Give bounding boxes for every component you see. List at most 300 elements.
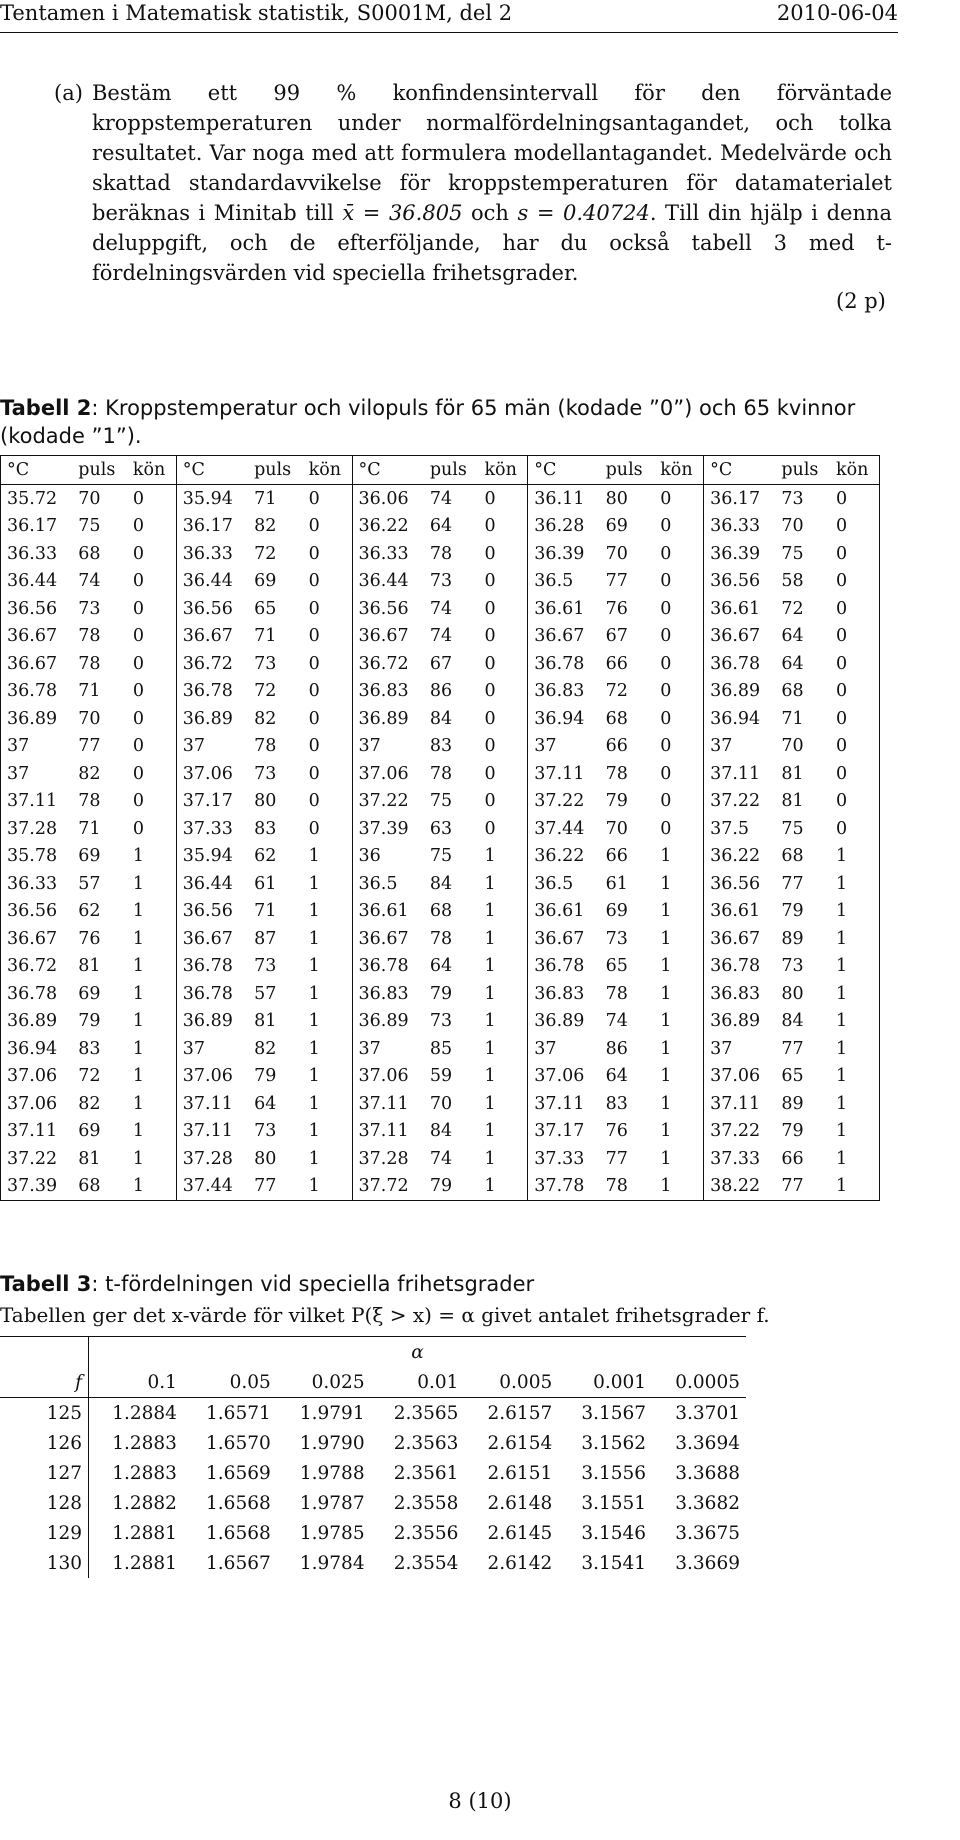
table-cell: 0 bbox=[132, 516, 145, 537]
table-cell: 79 bbox=[429, 983, 453, 1004]
table-cell: 73 bbox=[429, 1011, 453, 1032]
task-points: (2 p) bbox=[836, 289, 886, 313]
table-cell: 0 bbox=[308, 543, 320, 564]
page-header bbox=[0, 0, 898, 30]
table-row bbox=[1, 1145, 880, 1173]
table-cell: 36.67 bbox=[7, 626, 58, 647]
table-cell: 0 bbox=[308, 626, 320, 647]
table-cell: 71 bbox=[254, 901, 277, 922]
table-cell: 1 bbox=[835, 873, 848, 894]
table-cell: 0 bbox=[835, 571, 848, 592]
table-cell: 64 bbox=[781, 653, 804, 674]
table-cell: 1 bbox=[484, 1093, 496, 1114]
table-cell: 72 bbox=[78, 1066, 101, 1087]
table-cell: 78 bbox=[429, 543, 453, 564]
table-cell: 79 bbox=[429, 1176, 453, 1197]
t-value-cell: 2.6148 bbox=[487, 1492, 553, 1514]
table-cell: 37.06 bbox=[704, 1063, 776, 1091]
table-cell: 36.89 bbox=[176, 705, 248, 733]
table-cell: 77 bbox=[605, 1148, 628, 1169]
table-cell: 37.22 bbox=[7, 1148, 58, 1169]
table-cell: 75 bbox=[781, 818, 804, 839]
alpha-value: 0.001 bbox=[558, 1367, 652, 1398]
table-cell: 36.22 bbox=[352, 513, 424, 541]
table-cell: 83 bbox=[429, 736, 453, 757]
table-cell: 78 bbox=[78, 626, 101, 647]
table-cell: 36.56 bbox=[704, 870, 776, 898]
table-cell: 1 bbox=[660, 956, 672, 977]
t-value-cell: 3.3669 bbox=[675, 1552, 740, 1574]
table3-caption-text: : t-fördelningen vid speciella frihetsgrader bbox=[91, 1272, 535, 1296]
table-cell: 1 bbox=[484, 1176, 496, 1197]
table-cell: 36.89 bbox=[528, 1008, 600, 1036]
table-cell: 78 bbox=[78, 653, 101, 674]
table-row bbox=[1, 650, 880, 678]
table-cell: 36.78 bbox=[7, 681, 58, 702]
table-cell: 0 bbox=[484, 708, 496, 729]
t-value-cell: 3.3694 bbox=[675, 1432, 740, 1454]
table-cell: 65 bbox=[254, 598, 277, 619]
table-cell: 0 bbox=[660, 516, 672, 537]
table-cell: 36.5 bbox=[352, 870, 424, 898]
t-value-cell: 2.3561 bbox=[393, 1462, 459, 1484]
table-cell: 78 bbox=[254, 736, 277, 757]
table-cell: 36 bbox=[352, 843, 424, 871]
table-cell: 0 bbox=[835, 516, 848, 537]
table-cell: 61 bbox=[605, 873, 628, 894]
table-cell: 81 bbox=[781, 763, 804, 784]
table-cell: 87 bbox=[254, 928, 277, 949]
table-cell: 0 bbox=[484, 626, 496, 647]
table-cell: 36.56 bbox=[352, 595, 424, 623]
table-cell: 1 bbox=[835, 1011, 848, 1032]
table-cell: 36.67 bbox=[528, 925, 600, 953]
table-cell: 68 bbox=[781, 681, 804, 702]
table-cell: 0 bbox=[132, 708, 145, 729]
table-cell: 0 bbox=[660, 598, 672, 619]
table-cell: 61 bbox=[254, 873, 277, 894]
table-cell: 0 bbox=[484, 681, 496, 702]
task-text bbox=[92, 78, 892, 288]
table-cell: 1 bbox=[835, 1121, 848, 1142]
table-row bbox=[1, 843, 880, 871]
table-cell: 37.44 bbox=[176, 1173, 248, 1201]
table-cell: 80 bbox=[254, 1148, 277, 1169]
table2-body bbox=[1, 485, 880, 1201]
table-cell: 64 bbox=[429, 516, 453, 537]
table-cell: 0 bbox=[484, 598, 496, 619]
table-cell: 36.94 bbox=[704, 705, 776, 733]
table-cell: 37.39 bbox=[352, 815, 424, 843]
table-cell: 37.33 bbox=[704, 1145, 776, 1173]
t-value-cell: 1.2883 bbox=[112, 1462, 177, 1484]
table2 bbox=[0, 455, 880, 1201]
table-cell: 37.11 bbox=[176, 1118, 248, 1146]
table-cell: 78 bbox=[429, 763, 453, 784]
table2-header-cell: kön bbox=[303, 456, 352, 485]
table-cell: 1 bbox=[835, 1093, 848, 1114]
table-cell: 36.78 bbox=[704, 953, 776, 981]
table-cell: 59 bbox=[429, 1066, 453, 1087]
table-cell: 0 bbox=[835, 763, 848, 784]
alpha-value: 0.05 bbox=[183, 1367, 277, 1398]
table-cell: 36.78 bbox=[7, 983, 58, 1004]
table-cell: 83 bbox=[254, 818, 277, 839]
table-cell: 0 bbox=[835, 681, 848, 702]
table-cell: 0 bbox=[132, 818, 145, 839]
table-cell: 66 bbox=[605, 846, 628, 867]
table-cell: 72 bbox=[254, 543, 277, 564]
table2-header-cell: °C bbox=[528, 456, 600, 485]
table-cell: 69 bbox=[78, 846, 101, 867]
table-cell: 37.17 bbox=[528, 1118, 600, 1146]
table-cell: 67 bbox=[605, 626, 628, 647]
table-cell: 1 bbox=[132, 1066, 145, 1087]
table-cell: 86 bbox=[429, 681, 453, 702]
table-cell: 37.06 bbox=[352, 760, 424, 788]
table-cell: 67 bbox=[429, 653, 453, 674]
table-cell: 72 bbox=[254, 681, 277, 702]
table-cell: 73 bbox=[605, 928, 628, 949]
table-row bbox=[1, 953, 880, 981]
table-cell: 36.94 bbox=[528, 705, 600, 733]
table-cell: 37.11 bbox=[352, 1118, 424, 1146]
table-cell: 75 bbox=[429, 791, 453, 812]
table-cell: 37.22 bbox=[704, 1118, 776, 1146]
table-cell: 78 bbox=[605, 983, 628, 1004]
table-cell: 37.39 bbox=[7, 1176, 58, 1197]
table-cell: 36.83 bbox=[704, 980, 776, 1008]
table-cell: 36.11 bbox=[528, 485, 600, 513]
table-cell: 35.78 bbox=[7, 846, 58, 867]
t-value-cell: 3.3682 bbox=[675, 1492, 740, 1514]
table-row bbox=[0, 1488, 746, 1518]
table-cell: 69 bbox=[78, 983, 101, 1004]
table-cell: 1 bbox=[660, 1121, 672, 1142]
table-cell: 36.67 bbox=[528, 623, 600, 651]
task-label: (a) bbox=[54, 81, 83, 105]
table-cell: 73 bbox=[781, 488, 804, 509]
table-cell: 0 bbox=[835, 818, 848, 839]
table-cell: 37.11 bbox=[528, 1090, 600, 1118]
table2-header-cell: °C bbox=[176, 456, 248, 485]
table-cell: 36.89 bbox=[704, 678, 776, 706]
table-cell: 36.44 bbox=[352, 568, 424, 596]
table-cell: 37.06 bbox=[352, 1063, 424, 1091]
table-cell: 77 bbox=[781, 873, 804, 894]
table-cell: 76 bbox=[605, 1121, 628, 1142]
t-value-cell: 1.9785 bbox=[299, 1522, 365, 1544]
table-cell: 0 bbox=[835, 653, 848, 674]
table-cell: 36.56 bbox=[704, 568, 776, 596]
table-cell: 0 bbox=[484, 488, 496, 509]
table-cell: 84 bbox=[429, 873, 453, 894]
t-value-cell: 2.6142 bbox=[487, 1552, 553, 1574]
table-cell: 82 bbox=[254, 516, 277, 537]
table-cell: 70 bbox=[605, 818, 628, 839]
table-cell: 0 bbox=[484, 791, 496, 812]
table-cell: 1 bbox=[484, 873, 496, 894]
table-row bbox=[1, 733, 880, 761]
t-value-cell: 2.6154 bbox=[487, 1432, 553, 1454]
table-cell: 36.94 bbox=[7, 1038, 58, 1059]
table-cell: 35.72 bbox=[7, 488, 58, 509]
table-row bbox=[1, 623, 880, 651]
table-cell: 37.06 bbox=[176, 1063, 248, 1091]
table-cell: 0 bbox=[660, 763, 672, 784]
table-cell: 0 bbox=[132, 598, 145, 619]
table-cell: 0 bbox=[835, 626, 848, 647]
table-cell: 38.22 bbox=[704, 1173, 776, 1201]
table-cell: 70 bbox=[781, 516, 804, 537]
table-cell: 66 bbox=[781, 1148, 804, 1169]
table-cell: 1 bbox=[308, 1176, 320, 1197]
table-cell: 36.78 bbox=[528, 953, 600, 981]
table-row bbox=[1, 485, 880, 513]
table-cell: 36.89 bbox=[7, 708, 58, 729]
t-value-cell: 2.3554 bbox=[393, 1552, 459, 1574]
table-cell: 37 bbox=[7, 763, 30, 784]
table-cell: 0 bbox=[308, 708, 320, 729]
table-cell: 1 bbox=[835, 901, 848, 922]
table-cell: 72 bbox=[781, 598, 804, 619]
table-cell: 36.83 bbox=[352, 980, 424, 1008]
table-cell: 1 bbox=[132, 1093, 145, 1114]
table-cell: 37.28 bbox=[176, 1145, 248, 1173]
table-cell: 1 bbox=[835, 956, 848, 977]
table-cell: 0 bbox=[308, 818, 320, 839]
table-cell: 0 bbox=[132, 571, 145, 592]
table-cell: 35.94 bbox=[176, 485, 248, 513]
table-cell: 63 bbox=[429, 818, 453, 839]
table-cell: 36.17 bbox=[7, 516, 58, 537]
table-row bbox=[0, 1458, 746, 1488]
df-cell: 130 bbox=[0, 1548, 89, 1578]
table-cell: 36.56 bbox=[176, 898, 248, 926]
table-cell: 75 bbox=[429, 846, 453, 867]
table-cell: 64 bbox=[429, 956, 453, 977]
table-cell: 89 bbox=[781, 1093, 804, 1114]
table-cell: 81 bbox=[78, 1148, 101, 1169]
table-cell: 0 bbox=[835, 598, 848, 619]
t-value-cell: 1.9790 bbox=[299, 1432, 365, 1454]
table-cell: 74 bbox=[429, 1148, 453, 1169]
table-cell: 0 bbox=[308, 791, 320, 812]
table-row bbox=[1, 1173, 880, 1201]
table-cell: 73 bbox=[254, 653, 277, 674]
table-cell: 66 bbox=[605, 736, 628, 757]
table-cell: 1 bbox=[308, 1038, 320, 1059]
table-cell: 1 bbox=[132, 1148, 145, 1169]
table-cell: 82 bbox=[78, 763, 101, 784]
t-value-cell: 2.6145 bbox=[487, 1522, 553, 1544]
table-row bbox=[1, 705, 880, 733]
table-cell: 62 bbox=[78, 901, 101, 922]
df-cell: 125 bbox=[0, 1398, 89, 1429]
table-cell: 73 bbox=[254, 1121, 277, 1142]
table-cell: 36.33 bbox=[704, 513, 776, 541]
table-cell: 1 bbox=[835, 1066, 848, 1087]
table-cell: 74 bbox=[78, 571, 101, 592]
table-cell: 36.89 bbox=[704, 1008, 776, 1036]
table-cell: 36.61 bbox=[352, 898, 424, 926]
table-cell: 0 bbox=[308, 653, 320, 674]
table-cell: 68 bbox=[78, 543, 101, 564]
table-cell: 1 bbox=[484, 928, 496, 949]
table-row bbox=[1, 1090, 880, 1118]
table-cell: 37.17 bbox=[176, 788, 248, 816]
table-cell: 1 bbox=[835, 1038, 848, 1059]
task-text-b: . Till din hjälp i denna deluppgift, och de efterföljande, har du också tabell 3 med t-fördelningsvärden vid speciella frihetsgrader. bbox=[92, 201, 893, 285]
table-cell: 36.78 bbox=[352, 953, 424, 981]
table-cell: 36.67 bbox=[7, 653, 58, 674]
table-cell: 36.67 bbox=[352, 925, 424, 953]
table-cell: 77 bbox=[605, 571, 628, 592]
table-cell: 81 bbox=[781, 791, 804, 812]
table3-body bbox=[0, 1398, 746, 1579]
table-cell: 69 bbox=[254, 571, 277, 592]
t-value-cell: 1.6568 bbox=[206, 1492, 271, 1514]
table-cell: 68 bbox=[78, 1176, 101, 1197]
table-cell: 1 bbox=[484, 1011, 496, 1032]
table-cell: 37.33 bbox=[176, 815, 248, 843]
table-cell: 1 bbox=[835, 983, 848, 1004]
t-value-cell: 1.2881 bbox=[112, 1552, 177, 1574]
table2-caption-label: Tabell 2 bbox=[0, 396, 92, 420]
t-value-cell: 2.3563 bbox=[393, 1432, 459, 1454]
table-cell: 36.83 bbox=[528, 980, 600, 1008]
table2-header-cell: °C bbox=[704, 456, 776, 485]
table-cell: 0 bbox=[132, 791, 145, 812]
alpha-values-row bbox=[0, 1367, 746, 1398]
table-cell: 1 bbox=[835, 846, 848, 867]
table-row bbox=[0, 1518, 746, 1548]
table-cell: 36.61 bbox=[704, 595, 776, 623]
table-cell: 0 bbox=[308, 681, 320, 702]
table-cell: 1 bbox=[132, 928, 145, 949]
table-cell: 68 bbox=[429, 901, 453, 922]
table-cell: 1 bbox=[132, 1176, 145, 1197]
table-cell: 1 bbox=[132, 956, 145, 977]
t-value-cell: 2.3556 bbox=[393, 1522, 459, 1544]
t-value-cell: 1.9787 bbox=[299, 1492, 365, 1514]
table-cell: 69 bbox=[605, 516, 628, 537]
table-row bbox=[0, 1428, 746, 1458]
alpha-value: 0.005 bbox=[464, 1367, 558, 1398]
table-cell: 1 bbox=[660, 846, 672, 867]
table-cell: 1 bbox=[132, 846, 145, 867]
table-cell: 1 bbox=[308, 1121, 320, 1142]
table-cell: 65 bbox=[781, 1066, 804, 1087]
table-cell: 36.61 bbox=[704, 898, 776, 926]
table-cell: 1 bbox=[484, 1148, 496, 1169]
table-cell: 1 bbox=[484, 1066, 496, 1087]
table-cell: 36.5 bbox=[528, 568, 600, 596]
table-cell: 71 bbox=[254, 626, 277, 647]
table-cell: 84 bbox=[429, 708, 453, 729]
table2-header-cell: kön bbox=[127, 456, 176, 485]
table-cell: 73 bbox=[781, 956, 804, 977]
table2-header-cell: kön bbox=[478, 456, 527, 485]
table-cell: 74 bbox=[605, 1011, 628, 1032]
table-cell: 73 bbox=[254, 763, 277, 784]
table-cell: 70 bbox=[429, 1093, 453, 1114]
table-cell: 36.78 bbox=[176, 953, 248, 981]
table-cell: 36.67 bbox=[704, 925, 776, 953]
table-row bbox=[1, 568, 880, 596]
table-cell: 36.61 bbox=[528, 595, 600, 623]
table-cell: 75 bbox=[78, 516, 101, 537]
table-cell: 36.67 bbox=[7, 928, 58, 949]
table-cell: 37.11 bbox=[176, 1090, 248, 1118]
table-cell: 75 bbox=[781, 543, 804, 564]
table-row bbox=[1, 1063, 880, 1091]
t-value-cell: 3.3688 bbox=[675, 1462, 740, 1484]
table-cell: 1 bbox=[660, 1038, 672, 1059]
table-cell: 0 bbox=[132, 653, 145, 674]
table-cell: 36.33 bbox=[176, 540, 248, 568]
table-cell: 1 bbox=[308, 928, 320, 949]
table-cell: 85 bbox=[429, 1038, 453, 1059]
table-cell: 1 bbox=[660, 928, 672, 949]
table-row bbox=[0, 1398, 746, 1429]
table-cell: 81 bbox=[254, 1011, 277, 1032]
alpha-corner bbox=[0, 1337, 89, 1368]
table-cell: 0 bbox=[132, 681, 145, 702]
table-cell: 35.94 bbox=[176, 843, 248, 871]
table-cell: 81 bbox=[78, 956, 101, 977]
table-cell: 0 bbox=[484, 818, 496, 839]
table-cell: 1 bbox=[835, 1176, 848, 1197]
table2-caption bbox=[0, 394, 900, 450]
table-cell: 70 bbox=[78, 708, 101, 729]
table-cell: 37 bbox=[176, 1035, 248, 1063]
table-cell: 0 bbox=[660, 653, 672, 674]
table-cell: 37.78 bbox=[528, 1173, 600, 1201]
table-cell: 70 bbox=[605, 543, 628, 564]
df-cell: 126 bbox=[0, 1428, 89, 1458]
t-value-cell: 1.6567 bbox=[206, 1552, 271, 1574]
table-cell: 36.22 bbox=[704, 843, 776, 871]
table-cell: 36.67 bbox=[176, 623, 248, 651]
table-cell: 84 bbox=[429, 1121, 453, 1142]
table-cell: 1 bbox=[835, 1148, 848, 1169]
table-cell: 77 bbox=[78, 736, 101, 757]
table-cell: 1 bbox=[132, 901, 145, 922]
table-cell: 36.78 bbox=[704, 650, 776, 678]
table-cell: 37 bbox=[352, 733, 424, 761]
table-cell: 1 bbox=[308, 956, 320, 977]
table-cell: 82 bbox=[254, 1038, 277, 1059]
table-cell: 0 bbox=[308, 763, 320, 784]
table-cell: 1 bbox=[308, 1093, 320, 1114]
table-cell: 0 bbox=[132, 626, 145, 647]
df-cell: 129 bbox=[0, 1518, 89, 1548]
t-value-cell: 1.2881 bbox=[112, 1522, 177, 1544]
table-cell: 1 bbox=[484, 1038, 496, 1059]
t-value-cell: 2.6151 bbox=[487, 1462, 553, 1484]
table-cell: 37.11 bbox=[352, 1090, 424, 1118]
table-cell: 0 bbox=[132, 488, 145, 509]
table-cell: 78 bbox=[78, 791, 101, 812]
table-cell: 36.67 bbox=[704, 623, 776, 651]
t-value-cell: 2.3558 bbox=[393, 1492, 459, 1514]
table3-caption-label: Tabell 3 bbox=[0, 1272, 92, 1296]
table3-header bbox=[0, 1337, 746, 1398]
table-cell: 37 bbox=[7, 736, 30, 757]
table-cell: 1 bbox=[132, 983, 145, 1004]
table-cell: 64 bbox=[254, 1093, 277, 1114]
